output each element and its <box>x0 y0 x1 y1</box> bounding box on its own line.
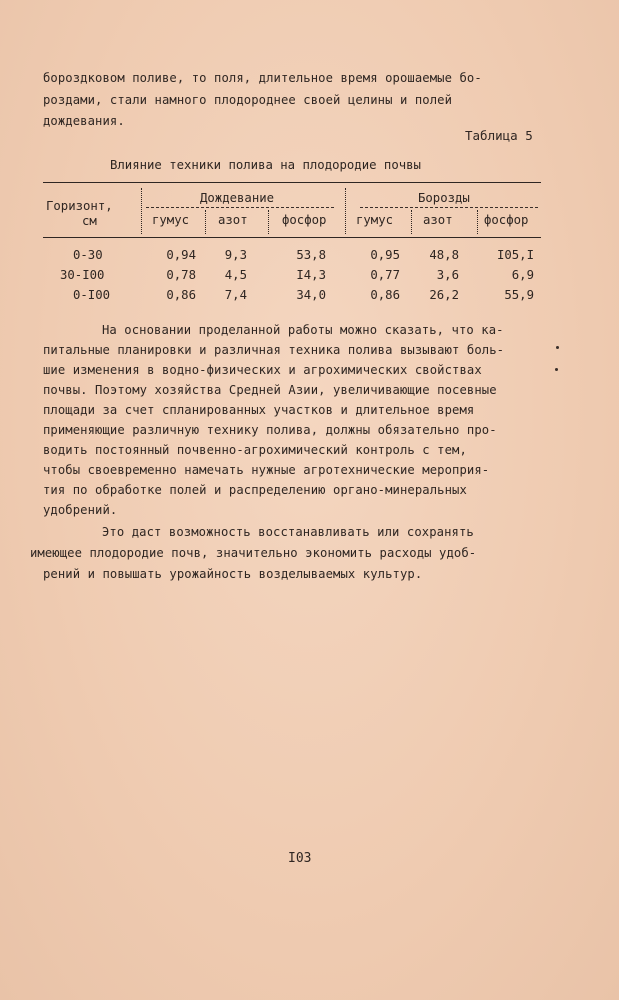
table-bottom-header-rule <box>43 237 541 238</box>
header-horizon-line2: см <box>82 214 97 228</box>
row3-humus-sprinkler: 0,86 <box>166 288 196 302</box>
group-rule-sprinkler <box>146 207 334 208</box>
row1-horizon: 0-30 <box>73 248 103 262</box>
col-divider-5 <box>411 210 412 234</box>
header-sub-humus-1: гумус <box>152 213 190 227</box>
row1-nitrogen-furrow: 48,8 <box>429 248 459 262</box>
row2-nitrogen-sprinkler: 4,5 <box>224 268 247 282</box>
row1-phosphorus-furrow: I05,I <box>496 248 534 262</box>
intro-line-1: бороздковом поливе, то поля, длительное время орошаемые бо- <box>43 71 482 85</box>
header-group-furrow: Борозды <box>418 191 470 205</box>
row2-phosphorus-furrow: 6,9 <box>511 268 534 282</box>
header-group-sprinkler: Дождевание <box>200 191 275 205</box>
row2-humus-sprinkler: 0,78 <box>166 268 196 282</box>
col-divider-3 <box>268 210 269 234</box>
body-line-10: удобрений. <box>43 503 118 517</box>
row2-humus-furrow: 0,77 <box>370 268 400 282</box>
intro-line-3: дождевания. <box>43 114 125 128</box>
row1-phosphorus-sprinkler: 53,8 <box>296 248 326 262</box>
body-line-7: водить постоянный почвенно-агрохимический контроль с тем, <box>43 443 467 457</box>
intro-line-2: роздами, стали намного плодороднее своей целины и полей <box>43 93 453 107</box>
header-sub-nitrogen-1: азот <box>218 213 248 227</box>
row3-horizon: 0-I00 <box>73 288 111 302</box>
row1-nitrogen-sprinkler: 9,3 <box>224 248 247 262</box>
body-line-8: чтобы своевременно намечать нужные агротехнические мероприя- <box>43 463 490 477</box>
final-line-2: имеющее плодородие почв, значительно экономить расходы удоб- <box>30 546 477 560</box>
body-line-5: площади за счет спланированных участков и длительное время <box>43 403 475 417</box>
col-divider-2 <box>205 210 206 234</box>
header-horizon-line1: Горизонт, <box>46 199 113 213</box>
body-line-4: почвы. Поэтому хозяйства Средней Азии, увеличивающие посевные <box>43 383 497 397</box>
body-line-2: питальные планировки и различная техника полива вызывают боль- <box>43 343 505 357</box>
print-speck <box>555 368 558 371</box>
row3-phosphorus-furrow: 55,9 <box>504 288 534 302</box>
final-line-3: рений и повышать урожайность возделываемых культур. <box>43 567 423 581</box>
header-sub-phosphorus-2: фосфор <box>484 213 529 227</box>
header-sub-phosphorus-1: фосфор <box>282 213 327 227</box>
col-divider-1 <box>141 188 142 234</box>
header-sub-nitrogen-2: азот <box>423 213 453 227</box>
row3-humus-furrow: 0,86 <box>370 288 400 302</box>
row1-humus-furrow: 0,95 <box>370 248 400 262</box>
col-divider-6 <box>477 210 478 234</box>
page-number: I03 <box>288 851 312 866</box>
body-line-9: тия по обработке полей и распределению органо-минеральных <box>43 483 467 497</box>
row3-phosphorus-sprinkler: 34,0 <box>296 288 326 302</box>
body-line-1: На основании проделанной работы можно сказать, что ка- <box>102 323 504 337</box>
table-title: Влияние техники полива на плодородие почвы <box>110 158 421 172</box>
table-top-rule <box>43 182 541 183</box>
body-line-6: применяющие различную технику полива, должны обязательно про- <box>43 423 497 437</box>
row1-humus-sprinkler: 0,94 <box>166 248 196 262</box>
final-line-1: Это даст возможность восстанавливать или сохранять <box>102 525 474 539</box>
row2-horizon: 30-I00 <box>60 268 105 282</box>
body-line-3: шие изменения в водно-физических и агрохимических свойствах <box>43 363 482 377</box>
group-rule-furrow <box>360 207 538 208</box>
row3-nitrogen-sprinkler: 7,4 <box>224 288 247 302</box>
col-divider-4 <box>345 188 346 234</box>
row2-phosphorus-sprinkler: I4,3 <box>296 268 326 282</box>
row2-nitrogen-furrow: 3,6 <box>436 268 459 282</box>
row3-nitrogen-furrow: 26,2 <box>429 288 459 302</box>
table-label: Таблица 5 <box>465 128 533 143</box>
header-sub-humus-2: гумус <box>356 213 394 227</box>
print-speck <box>556 346 559 349</box>
